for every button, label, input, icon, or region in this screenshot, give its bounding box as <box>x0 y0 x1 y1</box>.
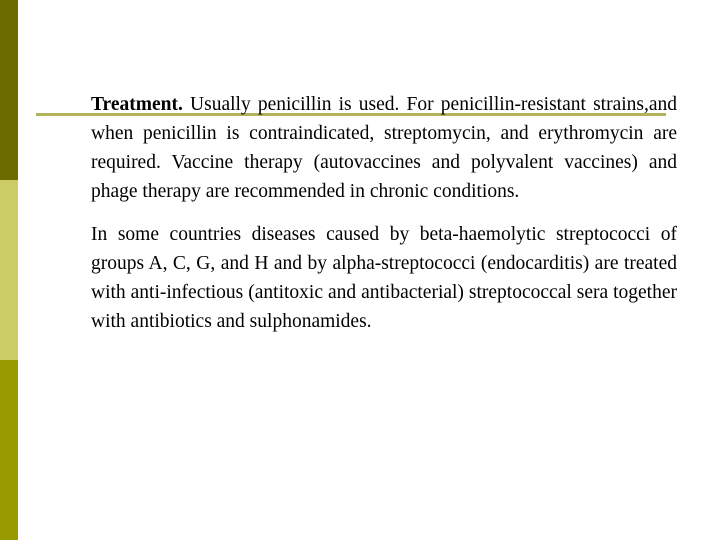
sidebar-band-light <box>0 180 18 360</box>
sidebar-band-dark <box>0 0 18 180</box>
sera-text: In some countries diseases caused by beta-haemolytic streptococci of groups A, C, G, and H and by alpha-streptococci (endocarditis) are treated with anti-infectious (antitoxic and antibacterial) streptococcal sera together with antibiotics and sulphonamides. <box>91 224 677 332</box>
treatment-text: Usually penicillin is used. For penicillin-resistant strains,and when penicillin is contraindicated, streptomycin, and erythromycin are required. Vaccine therapy (autovaccines and polyvalent vaccines) and phage therapy are recommended in chronic conditions. <box>91 94 678 202</box>
decorative-sidebar <box>0 0 18 540</box>
sera-paragraph <box>91 220 677 336</box>
slide-body <box>91 90 677 336</box>
sidebar-band-medium <box>0 360 18 540</box>
treatment-heading: Treatment. <box>91 94 183 115</box>
treatment-paragraph <box>91 90 677 206</box>
